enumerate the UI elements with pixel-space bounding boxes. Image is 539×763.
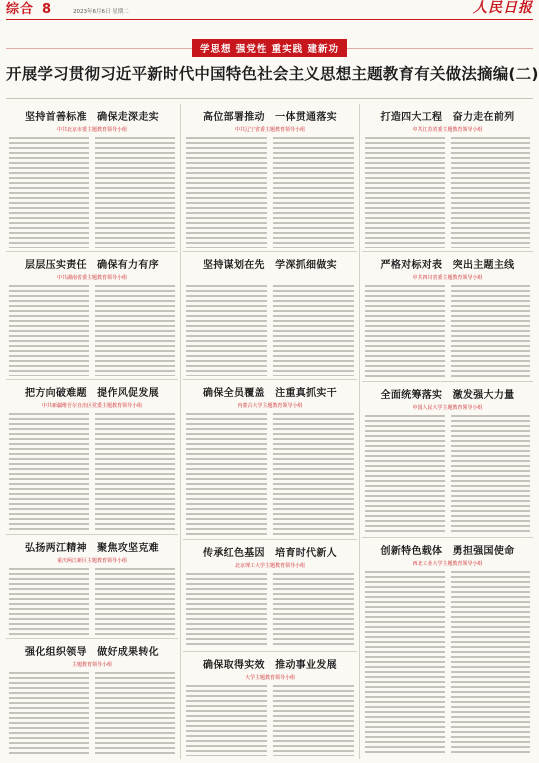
- body-text-column: [95, 568, 175, 635]
- article: [6, 252, 178, 380]
- slogan-banner: 学思想 强党性 重实践 建新功: [192, 39, 347, 57]
- body-text-column: [365, 285, 445, 378]
- article-source: 中共辽宁省委主题教育领导小组: [234, 127, 305, 133]
- article-body: [9, 285, 175, 376]
- article-title: 坚持首善标准 确保走深走实: [25, 112, 159, 123]
- article-body: [186, 285, 354, 376]
- article-body: [186, 573, 354, 648]
- body-text-column: [186, 685, 267, 756]
- left-column: [6, 104, 178, 759]
- body-text-column: [9, 413, 89, 531]
- article-title: 传承红色基因 培育时代新人: [203, 548, 337, 559]
- article-source: 内蒙古大学主题教育领导小组: [237, 403, 303, 409]
- body-text-column: [186, 285, 267, 376]
- article-body: [9, 137, 175, 248]
- body-text-column: [9, 285, 89, 376]
- article: [6, 639, 178, 759]
- article-body: [9, 413, 175, 531]
- article-body: [365, 137, 530, 248]
- article-source: 西北工业大学主题教育领导小组: [412, 561, 483, 567]
- body-text-column: [365, 137, 445, 248]
- body-text-column: [95, 672, 175, 756]
- article: [183, 104, 357, 252]
- body-text-column: [365, 571, 445, 756]
- body-text-column: [273, 685, 354, 756]
- page-headline: 开展学习贯彻习近平新时代中国特色社会主义思想主题教育有关做法摘编(二): [6, 65, 539, 83]
- section-name: 综合: [6, 2, 35, 17]
- article-source: 大学主题教育领导小组: [244, 675, 295, 681]
- article-title: 严格对标对表 突出主题主线: [380, 260, 515, 271]
- body-text-column: [95, 137, 175, 248]
- article-title: 高位部署推动 一体贯通落实: [203, 112, 337, 123]
- body-text-column: [186, 413, 267, 536]
- article-source: 主题教育领导小组: [71, 662, 112, 668]
- article: [6, 380, 178, 535]
- article-source: [186, 274, 354, 280]
- article-source: 重庆两江新区主题教育领导小组: [56, 558, 127, 564]
- right-column: [362, 104, 533, 759]
- article: [6, 535, 178, 639]
- page-number: 8: [42, 2, 52, 17]
- body-text-column: [186, 573, 267, 648]
- article: [183, 652, 357, 759]
- middle-column: [183, 104, 357, 759]
- article-title: 层层压实责任 确保有力有序: [25, 260, 159, 271]
- article-source: 中国人民大学主题教育领导小组: [412, 405, 483, 411]
- article-title: 全面统筹落实 激发强大力量: [380, 390, 515, 401]
- article-title: 打造四大工程 奋力走在前列: [380, 112, 515, 123]
- headline-divider: [6, 98, 533, 99]
- body-text-column: [273, 573, 354, 648]
- article-source: 中共新疆维吾尔自治区党委主题教育领导小组: [41, 403, 142, 409]
- article-body: [186, 685, 354, 756]
- column-divider: [180, 104, 181, 759]
- issue-date: 2023年6月6日 星期二: [73, 9, 129, 15]
- body-text-column: [273, 413, 354, 536]
- masthead-logo: 人民日报: [473, 0, 533, 16]
- body-text-column: [186, 137, 267, 248]
- article-title: 弘扬两江精神 聚焦攻坚克难: [25, 543, 159, 554]
- article-body: [365, 571, 530, 756]
- article: [183, 252, 357, 380]
- article: [6, 104, 178, 252]
- article: [362, 538, 533, 759]
- article-source: 中共四川省委主题教育领导小组: [412, 275, 483, 281]
- article-source: 中共江苏省委主题教育领导小组: [412, 127, 483, 133]
- body-text-column: [9, 137, 89, 248]
- body-text-column: [95, 413, 175, 531]
- article-source: 中共湖南省委主题教育领导小组: [56, 275, 127, 281]
- body-text-column: [451, 137, 531, 248]
- article-title: 坚持谋划在先 学深抓细做实: [203, 260, 337, 271]
- body-text-column: [9, 568, 89, 635]
- body-text-column: [451, 571, 531, 756]
- body-text-column: [95, 285, 175, 376]
- article-source: 中共北京市委主题教育领导小组: [56, 127, 127, 133]
- article-title: 强化组织领导 做好成果转化: [25, 647, 159, 658]
- article-body: [186, 413, 354, 536]
- article-body: [9, 672, 175, 756]
- body-text-column: [9, 672, 89, 756]
- article-title: 创新特色载体 勇担强国使命: [380, 546, 515, 557]
- article-body: [9, 568, 175, 635]
- article-source: 北京理工大学主题教育领导小组: [234, 563, 305, 569]
- article: [362, 104, 533, 252]
- column-divider: [359, 104, 360, 759]
- body-text-column: [451, 285, 531, 378]
- article-title: 确保取得实效 推动事业发展: [203, 660, 337, 671]
- article: [362, 252, 533, 382]
- article: [183, 380, 357, 540]
- article: [183, 540, 357, 652]
- body-text-column: [273, 285, 354, 376]
- article-title: 把方向破难题 提作风促发展: [25, 388, 159, 399]
- page-header: [6, 0, 533, 20]
- article-body: [186, 137, 354, 248]
- body-text-column: [451, 415, 531, 534]
- article-body: [365, 285, 530, 378]
- body-text-column: [365, 415, 445, 534]
- banner-row: [6, 40, 533, 56]
- article: [362, 382, 533, 538]
- body-text-column: [273, 137, 354, 248]
- article-title: 确保全员覆盖 注重真抓实干: [203, 388, 337, 399]
- article-body: [365, 415, 530, 534]
